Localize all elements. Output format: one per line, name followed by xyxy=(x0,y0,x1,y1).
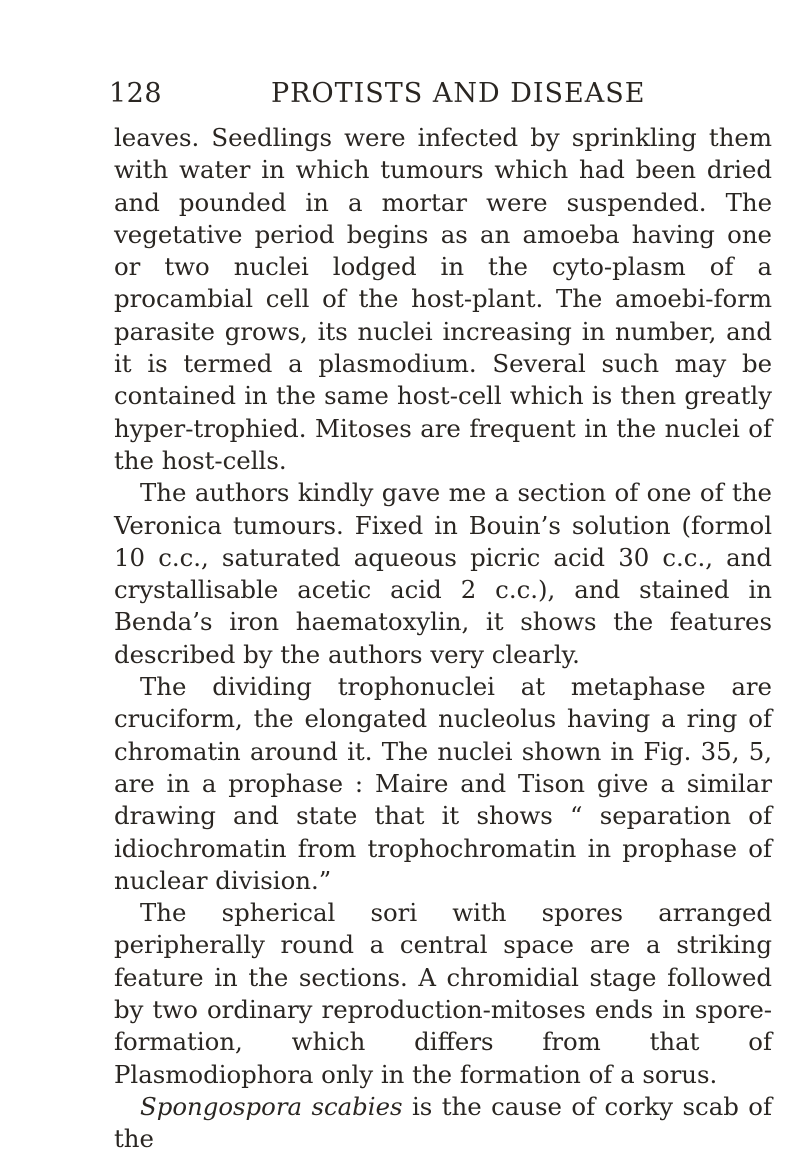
paragraph-spherical-sori: The spherical sori with spores arranged peripherally round a central space are a striking feature in the sections. A chromidial stage followed by two ordinary reproduction-mitoses ends in spore-formation, which differs from that of Plasmodiophora only in the formation of a sorus. xyxy=(114,898,772,1089)
paragraph-seedlings: leaves. Seedlings were infected by sprinkling them with water in which tumours which had been dried and pounded in a mortar were suspended. The vegetative period begins as an amoeba having one or two nuclei lodged in the cyto-plasm of a procambial cell of the host-plant. The amoebi-form parasite grows, its nuclei increasing in number, and it is termed a plasmodium. Several such may be contained in the same host-cell which is then greatly hyper-trophied. Mitoses are frequent in the nuclei of the host-cells. xyxy=(114,123,772,475)
page-number: 128 xyxy=(109,78,163,109)
species-name: Spongospora scabies xyxy=(140,1091,403,1121)
body-text xyxy=(114,122,772,1156)
running-title: PROTISTS AND DISEASE xyxy=(271,78,646,109)
paragraph-spongospora xyxy=(114,1091,772,1156)
paragraph-dividing-trophonuclei: The dividing trophonuclei at metaphase are cruciform, the elongated nucleolus having a ring of chromatin around it. The nuclei shown in Fig. 35, 5, are in a prophase : Maire and Tison give a similar drawing and state that it shows “ separation of idiochromatin from trophochromatin in prophase of nuclear division.” xyxy=(114,672,772,895)
paragraph-veronica-section: The authors kindly gave me a section of one of the Veronica tumours. Fixed in Bouin’s solution (formol 10 c.c., saturated aqueous picric acid 30 c.c., and crystallisable acetic acid 2 c.c.), and stained in Benda’s iron haematoxylin, it shows the features described by the authors very clearly. xyxy=(114,478,772,669)
paragraph-spongospora-text: is the cause of corky scab of the xyxy=(114,1091,772,1154)
running-head xyxy=(0,78,800,118)
